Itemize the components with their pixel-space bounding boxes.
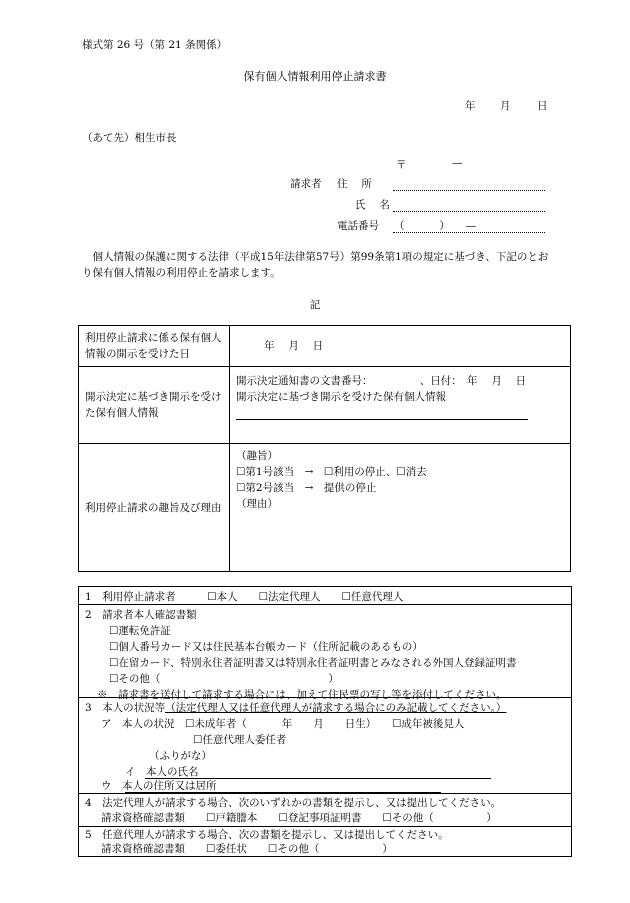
section-2-note: ※ 請求書を送付して請求する場合には、加えて住民票の写し等を添付してください。	[97, 689, 507, 701]
phone-field[interactable]	[393, 232, 545, 233]
address-label: 住 所	[337, 178, 372, 190]
postal-mark: 〒	[396, 159, 407, 171]
date-month: 月	[500, 100, 511, 112]
row2-line2: 開示決定に基づき開示を受けた保有個人情報	[236, 391, 446, 403]
furigana-label: （ふりがな）	[149, 750, 212, 762]
row3-opt1[interactable]: ☐第1号該当 → ☐利用の停止、☐消去	[236, 466, 427, 478]
intro-text: 個人情報の保護に関する法律（平成15年法律第57号）第99条第1項の規定に基づき、下記のとおり保有個人情報の利用停止を請求します。	[82, 251, 549, 279]
principal-name-label: イ 本人の氏名	[125, 766, 199, 778]
id-doc-other[interactable]: ☐その他（ ）	[109, 673, 339, 685]
row2-underline	[236, 419, 528, 420]
section-4	[79, 794, 571, 827]
section-5-title: 5 任意代理人が請求する場合、次の書類を提示し、又は提出してください。	[85, 829, 449, 841]
section-3-title-note: （法定代理人又は任意代理人が請求する場合にのみ記載してください。）	[165, 702, 507, 714]
row3-gist: （趣旨）	[236, 450, 278, 462]
row3-value[interactable]	[230, 444, 571, 572]
section-4-items[interactable]: 請求資格確認書類 ☐戸籍謄本 ☐登記事項証明書 ☐その他（ ）	[101, 812, 497, 824]
row2-value[interactable]	[230, 367, 571, 444]
principal-address-label: ウ 本人の住所又は居所	[101, 780, 217, 792]
section-5	[79, 827, 571, 856]
section-2-title: 2 請求者本人確認書類	[85, 609, 197, 621]
section-1-text[interactable]: 1 利用停止請求者 ☐本人 ☐法定代理人 ☐任意代理人	[85, 591, 404, 603]
requester-info-table	[78, 586, 572, 857]
row2-line1: 開示決定通知書の文書番号： 、日付： 年 月 日	[236, 375, 527, 387]
date-day: 日	[537, 100, 548, 112]
section-3-title	[85, 700, 506, 715]
row3-reason: （理由）	[236, 498, 278, 510]
postal-dash: —	[452, 157, 463, 169]
requester-label: 請求者	[290, 178, 322, 190]
principal-address-field[interactable]	[125, 792, 441, 793]
section-2	[79, 605, 571, 701]
row1-value[interactable]: 年 月 日	[230, 326, 571, 367]
section-3	[79, 698, 571, 794]
section-3-status-2[interactable]: ☐任意代理人委任者	[193, 734, 287, 746]
row2-label: 開示決定に基づき開示を受けた保有個人情報	[79, 367, 230, 444]
document-title: 保有個人情報利用停止請求書	[243, 70, 387, 83]
id-doc-mynumber[interactable]: ☐個人番号カード又は住民基本台帳カード（住所記載のあるもの）	[109, 641, 423, 653]
name-field[interactable]	[393, 211, 545, 212]
section-1	[79, 587, 571, 605]
addressee: （あて先）相生市長	[82, 132, 177, 144]
request-table	[78, 325, 571, 572]
phone-format: （ ） —	[394, 220, 477, 232]
section-3-title-main: 3 本人の状況等	[85, 702, 166, 714]
section-4-title: 4 法定代理人が請求する場合、次のいずれかの書類を提示し、又は提出してください。	[85, 797, 502, 809]
row1-label: 利用停止請求に係る保有個人情報の開示を受けた日	[79, 326, 230, 367]
date-year: 年	[465, 100, 476, 112]
id-doc-license[interactable]: ☐運転免許証	[109, 625, 171, 637]
section-3-status[interactable]: ア 本人の状況 ☐未成年者（ 年 月 日生） ☐成年被後見人	[101, 718, 465, 730]
ki-label: 記	[309, 299, 321, 311]
row3-label: 利用停止請求の趣旨及び理由	[79, 444, 230, 572]
section-5-items[interactable]: 請求資格確認書類 ☐委任状 ☐その他（ ）	[101, 843, 393, 855]
name-label: 氏 名	[355, 199, 390, 211]
form-number: 様式第 26 号（第 21 条関係）	[82, 39, 228, 51]
id-doc-residence[interactable]: ☐在留カード、特別永住者証明書又は特別永住者証明書とみなされる外国人登録証明書	[109, 657, 517, 669]
phone-label: 電話番号	[337, 220, 379, 232]
row3-opt2[interactable]: ☐第2号該当 → 提供の停止	[236, 482, 377, 494]
address-field[interactable]	[393, 190, 545, 191]
